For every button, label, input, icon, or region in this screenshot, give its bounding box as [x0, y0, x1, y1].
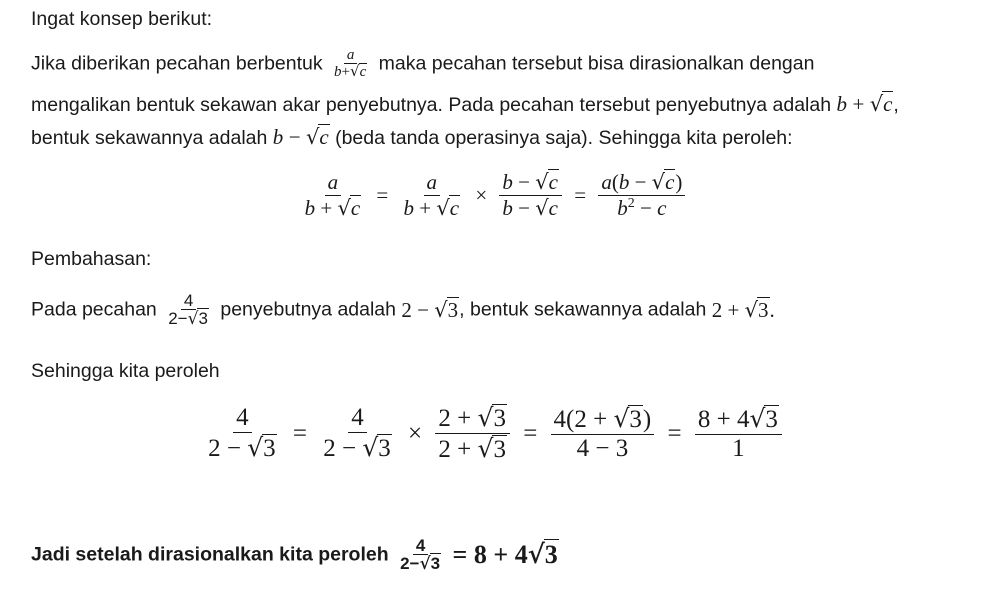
var-b: b [618, 170, 630, 194]
conjugate-text-start: bentuk sekawannya adalah [31, 127, 268, 149]
fraction-numerator [181, 292, 196, 310]
num-4: 4 [736, 406, 750, 433]
radicand-3: 3 [758, 297, 769, 322]
so-we-get-line [31, 362, 220, 382]
num-1: 1 [732, 435, 745, 462]
fraction-denominator [331, 64, 370, 80]
worked-rationalization-equation [0, 403, 987, 464]
plus-sign: + [716, 406, 731, 433]
problem-line [31, 292, 775, 328]
fraction-denominator [302, 196, 365, 221]
var-b: b [502, 196, 513, 220]
radicand-c: c [548, 196, 558, 220]
var-b: b [334, 64, 342, 80]
discussion-heading [31, 250, 151, 270]
sqrt-symbol: √ [744, 297, 758, 322]
radicand-c: c [350, 196, 361, 220]
conclusion-fraction [397, 537, 444, 573]
num-4: 4 [576, 435, 590, 462]
fraction-denominator [499, 196, 562, 221]
fraction-denominator [614, 196, 669, 221]
denominator-expression [401, 298, 459, 322]
sqrt-symbol: √ [535, 196, 549, 220]
minus-sign: − [634, 170, 647, 194]
radicand-3: 3 [198, 309, 208, 328]
var-b: b [403, 196, 415, 220]
sqrt-symbol: √ [436, 196, 450, 220]
fraction-denominator [320, 433, 395, 463]
times-sign: × [408, 419, 423, 447]
radicand-c: c [665, 170, 675, 194]
num-2: 2 [401, 297, 412, 322]
radicand-c: c [883, 92, 893, 116]
comma: , [893, 94, 899, 116]
var-b: b [272, 125, 284, 149]
denominator-text: mengalikan bentuk sekawan akar penyebutnya. Pada pecahan tersebut penyebutnya adalah [31, 94, 832, 116]
num-4: 4 [236, 404, 249, 431]
plus-sign: + [457, 405, 472, 432]
exponent-2: 2 [627, 196, 635, 211]
problem-text-start: Pada pecahan [31, 298, 157, 321]
plus-sign: + [493, 540, 509, 569]
sqrt-symbol: √ [362, 433, 379, 462]
eq1-fraction-2 [401, 170, 464, 221]
num-4: 4 [514, 540, 528, 569]
eq1-fraction-1 [302, 170, 365, 221]
fraction-denominator [574, 435, 632, 463]
radicand-c: c [319, 125, 329, 149]
num-2: 2 [208, 435, 221, 462]
num-4: 4 [553, 406, 567, 433]
intro-text [31, 10, 212, 30]
sqrt-symbol: √ [337, 196, 351, 220]
denominator-line [31, 94, 899, 116]
left-paren: ( [611, 170, 619, 194]
sqrt-c [306, 127, 330, 148]
eq2-fraction-2 [320, 404, 395, 463]
inline-general-fraction [331, 48, 370, 80]
radicand-c: c [548, 170, 558, 194]
sqrt-3 [434, 297, 459, 322]
fraction-numerator [233, 404, 252, 433]
sqrt-symbol: √ [305, 125, 320, 149]
num-4: 4 [183, 291, 194, 310]
sqrt-3 [749, 404, 778, 434]
sqrt-symbol: √ [869, 92, 884, 116]
sqrt-3 [188, 310, 209, 328]
sqrt-3 [744, 297, 770, 322]
sqrt-3 [478, 434, 507, 464]
num-8: 8 [697, 406, 711, 433]
fraction-numerator [325, 170, 342, 196]
num-3: 3 [615, 435, 629, 462]
fraction-denominator [729, 435, 748, 463]
minus-sign: − [518, 170, 531, 194]
sqrt-symbol: √ [350, 62, 360, 80]
sqrt-3 [362, 433, 391, 463]
period: . [769, 297, 775, 322]
fraction-denominator [165, 310, 212, 328]
radicand-c: c [359, 64, 367, 80]
minus-sign: − [226, 435, 241, 462]
plus-sign: + [341, 64, 351, 80]
equals-sign: = [376, 183, 389, 207]
conjugate-line [31, 127, 793, 149]
sqrt-symbol: √ [419, 554, 431, 574]
fraction-numerator [695, 404, 782, 435]
sqrt-3 [478, 403, 507, 433]
sqrt-c [337, 196, 361, 221]
sqrt-symbol: √ [477, 403, 494, 432]
plus-sign: + [457, 436, 472, 463]
var-a: a [601, 170, 612, 194]
minus-sign: − [518, 196, 531, 220]
minus-sign: − [595, 435, 610, 462]
equals-sign: = [523, 419, 538, 447]
radicand-3: 3 [493, 405, 506, 432]
num-2: 2 [168, 309, 178, 328]
var-b: b [617, 196, 628, 220]
fraction-denominator [401, 196, 464, 221]
num-4: 4 [415, 536, 426, 555]
eq1-result-fraction [598, 170, 685, 221]
fraction-numerator [598, 170, 685, 196]
var-b: b [836, 92, 848, 116]
sqrt-symbol: √ [651, 170, 666, 194]
eq1-conjugate-fraction [499, 170, 562, 221]
eq2-product-fraction [551, 404, 655, 463]
eq2-result-fraction [695, 404, 782, 463]
right-paren: ) [642, 406, 652, 433]
num-2: 2 [400, 554, 410, 573]
fraction-denominator [435, 434, 510, 464]
general-rationalization-equation [0, 170, 987, 221]
sqrt-3 [419, 555, 441, 573]
times-sign: × [475, 183, 488, 207]
equals-sign: = [292, 419, 307, 447]
radicand-3: 3 [447, 297, 459, 322]
right-paren: ) [675, 170, 683, 194]
intro-label: Ingat konsep berikut: [31, 8, 213, 30]
fraction-numerator [348, 404, 367, 433]
sqrt-3 [528, 542, 559, 568]
minus-sign: − [640, 196, 652, 220]
conclusion-text: Jadi setelah dirasionalkan kita peroleh [31, 543, 389, 566]
fraction-denominator [205, 433, 280, 463]
radicand-3: 3 [493, 436, 506, 463]
radicand-3: 3 [263, 435, 276, 462]
left-paren: ( [566, 406, 575, 433]
conjugate-text-end: (beda tanda operasinya saja). Sehingga kita peroleh: [335, 127, 793, 149]
sqrt-symbol: √ [535, 170, 549, 194]
minus-sign: − [409, 554, 420, 573]
eq2-fraction-1 [205, 404, 280, 463]
plus-sign: + [852, 92, 865, 116]
var-b: b [502, 170, 513, 194]
num-2: 2 [711, 297, 723, 322]
fraction-numerator [435, 403, 510, 434]
sqrt-c [652, 170, 676, 195]
definition-text-end: maka pecahan tersebut bisa dirasionalkan dengan [378, 52, 815, 75]
sqrt-c [535, 170, 559, 195]
sqrt-symbol: √ [749, 404, 766, 433]
so-we-get-text: Sehingga kita peroleh [31, 360, 220, 382]
fraction-numerator [551, 404, 655, 435]
sqrt-3 [613, 404, 642, 434]
equals-sign: = [452, 540, 468, 569]
sqrt-symbol: √ [527, 540, 545, 570]
num-2: 2 [323, 435, 336, 462]
num-2: 2 [438, 436, 451, 463]
sqrt-c [870, 94, 894, 115]
minus-sign: − [341, 435, 357, 462]
sqrt-c [436, 196, 460, 221]
radicand-c: c [449, 196, 460, 220]
sqrt-3 [247, 433, 276, 463]
sqrt-symbol: √ [477, 434, 494, 463]
sqrt-symbol: √ [187, 309, 199, 329]
num-2: 2 [574, 406, 587, 433]
var-c: c [657, 196, 667, 220]
fraction-numerator [413, 537, 428, 555]
equals-sign: = [667, 419, 682, 447]
minus-sign: − [288, 125, 301, 149]
var-a: a [327, 170, 339, 194]
radicand-3: 3 [765, 406, 778, 433]
var-b: b [304, 196, 316, 220]
plus-sign: + [320, 196, 333, 220]
conclusion-line [31, 537, 559, 573]
minus-sign: − [417, 297, 430, 322]
sqrt-c [535, 196, 559, 221]
equals-sign: = [574, 183, 587, 207]
minus-sign: − [177, 309, 188, 328]
inline-problem-fraction [165, 292, 212, 328]
fraction-denominator [397, 555, 444, 573]
sqrt-c [350, 64, 367, 80]
radicand-3: 3 [378, 435, 391, 462]
definition-text-start: Jika diberikan pecahan berbentuk [31, 52, 323, 75]
var-a: a [426, 170, 438, 194]
problem-text-mid: penyebutnya adalah [220, 298, 396, 321]
radicand-3: 3 [544, 540, 558, 569]
plus-sign: + [593, 406, 608, 433]
definition-line [31, 48, 814, 80]
conjugate-expression [712, 298, 775, 322]
sqrt-symbol: √ [434, 297, 448, 322]
discussion-label: Pembahasan: [31, 248, 152, 270]
sqrt-symbol: √ [613, 404, 630, 433]
num-4: 4 [351, 404, 364, 431]
plus-sign: + [727, 297, 740, 322]
radicand-3: 3 [430, 554, 441, 573]
conclusion-result [453, 540, 559, 569]
problem-text-mid2: , bentuk sekawannya adalah [459, 298, 707, 321]
radicand-3: 3 [629, 406, 642, 433]
var-a: a [346, 47, 355, 63]
plus-sign: + [419, 196, 432, 220]
fraction-numerator [424, 170, 441, 196]
sqrt-symbol: √ [247, 433, 264, 462]
num-8: 8 [473, 540, 487, 569]
num-2: 2 [438, 405, 451, 432]
eq2-conjugate-fraction [435, 403, 510, 464]
fraction-numerator [499, 170, 562, 196]
